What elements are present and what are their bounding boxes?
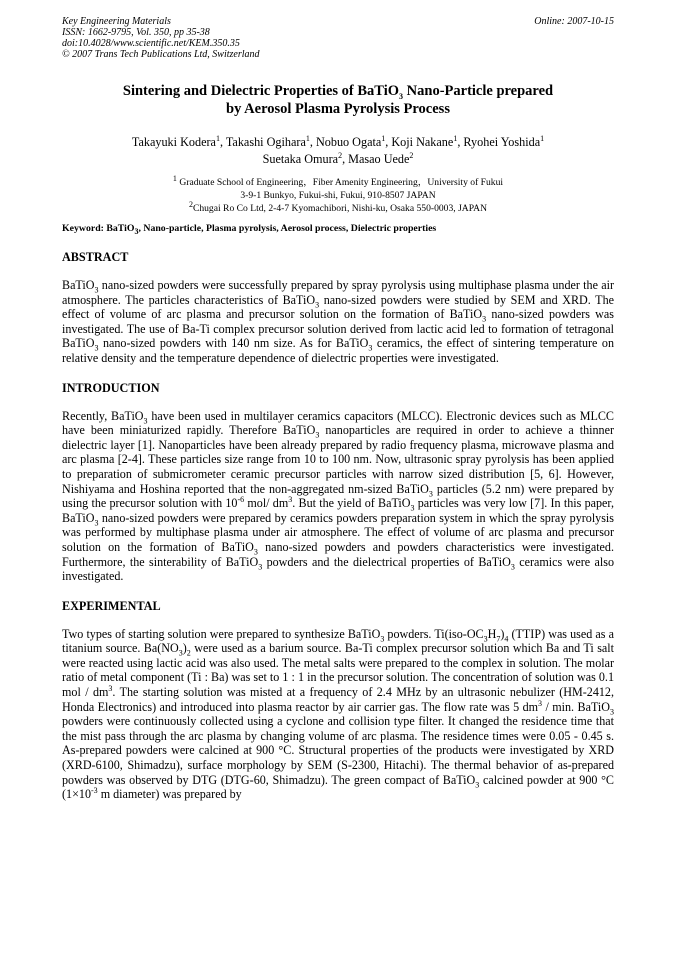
paper-title: Sintering and Dielectric Properties of BaTiO$_3$ Nano-Particle prepared by Aerosol Plasma Pyrolysis Process	[122, 83, 554, 117]
author-list: Takayuki Kodera$^1$, Takashi Ogihara$^1$, Nobuo Ogata$^1$, Koji Nakane$^1$, Ryohei Yoshida$^1$ Suetaka Omura$^2$, Masao Uede$^2$	[131, 133, 545, 166]
journal-name: Key Engineering Materials	[62, 16, 171, 27]
experimental-heading: EXPERIMENTAL	[62, 598, 161, 613]
paper-page	[62, 16, 614, 802]
affiliations: $^1$ Graduate School of Engineering，Fiber Amenity Engineering，University of Fukui 3-9-1 Bunkyo, Fukui-shi, Fukui, 910-8507 JAPAN $^2$Chugai Ro Co Ltd, 2-4-7 Kyomachibori, Nishi-ku, Osaka 550-0003, JAPAN	[172, 173, 504, 214]
journal-issn: ISSN: 1662-9795, Vol. 350, pp 35-38	[62, 27, 210, 38]
keywords: Keyword: BaTiO$_3$, Nano-particle, Plasma pyrolysis, Aerosol process, Dielectric properties	[62, 223, 437, 236]
experimental-paragraph: Two types of starting solution were prepared to synthesize BaTiO$_3$ powders. $Ti(iso-OC_3H_7)_4$ (TTIP) was used as a titanium source. $Ba(NO_3)_2$ were used as a barium source. Ba-Ti complex precursor solution which Ba and Ti salt were reacted using lactic acid was also used. The metal salts were prepared to the complex in solution. The molar ratio of metal component (Ti : Ba) was set to 1 : 1 in the precursor solution. The concentration of solution was 0.1 mol / $dm^3$. The starting solution was misted at a frequency of 2.4 MHz by an ultrasonic nebulizer (HM-2412, Honda Electronics) and introduced into plasma reactor by air carrier gas. The flow rate was 5 $dm^3$ / min. BaTiO$_3$ powders were continuously collected using a cyclone and collision type filter. It changed the residence time that the mist pass through the arc plasma by changing volume of arc plasma. The residence times were 0.05 - 0.45 s. As-prepared powders were calcined at 900 °C. Structural properties of the products were investigated by XRD (XRD-6100, Shimadzu), surface morphology by SEM (S-2300, Hitachi). The thermal behavior of as-prepared powders was observed by DTG (DTG-60, Shimadzu). The green compact of BaTiO$_3$ calcined powder at 900 °C ($1\times 10^{-3}$ m diameter) was prepared by	[62, 626, 615, 802]
online-date: Online: 2007-10-15	[534, 16, 614, 27]
introduction-paragraph: Recently, BaTiO$_3$ have been used in multilayer ceramics capacitors (MLCC). Electronic devices such as MLCC have been miniaturized rapidly. Therefore BaTiO$_3$ nanoparticles are required in order to achieve a thinner dielectric layer [1]. Nanoparticles have been already prepared by radio frequency plasma, microwave plasma and arc plasma [2-4]. These particles size range from 10 to 100 nm. Now, ultrasonic spray pyrolysis has been applied to preparation of submicrometer ceramic precursor particles with narrow sized distribution [5, 6]. However, Nishiyama and Hoshina reported that the non-aggregated nm-sized BaTiO$_3$ particles (5.2 nm) were prepared by using the precursor solution with $10^{-6}$ mol/ $dm^3$. But the yield of BaTiO$_3$ particles was very low [7]. In this paper, BaTiO$_3$ nano-sized powders were prepared by ceramics powders preparation system in which the spray pyrolysis was performed by multiphase plasma under air atmosphere. The effect of volume of arc plasma and precursor solution on the formation of BaTiO$_3$ nano-sized powders and powders characteristics were investigated. Furthermore, the sinterability of BaTiO$_3$ powders and the dielectrical properties of BaTiO$_3$ ceramics were also investigated.	[62, 408, 615, 584]
journal-copyright: © 2007 Trans Tech Publications Ltd, Switzerland	[62, 49, 260, 60]
abstract-paragraph: BaTiO$_3$ nano-sized powders were successfully prepared by spray pyrolysis using multiphase plasma under the air atmosphere. The particles characteristics of BaTiO$_3$ nano-sized powders were studied by SEM and XRD. The effect of volume of arc plasma and precursor solution on the formation of BaTiO$_3$ nano-sized powders was investigated. The use of Ba-Ti complex precursor solution derived from lactic acid led to formation of tetragonal BaTiO$_3$ nano-sized powders with 140 nm size. As for BaTiO$_3$ ceramics, the effect of sintering temperature on relative density and the temperature dependence of dielectric properties were investigated.	[62, 278, 614, 365]
journal-header	[62, 16, 614, 62]
introduction-heading: INTRODUCTION	[62, 380, 160, 395]
abstract-heading: ABSTRACT	[62, 250, 129, 264]
journal-doi: doi:10.4028/www.scientific.net/KEM.350.35	[62, 38, 240, 49]
